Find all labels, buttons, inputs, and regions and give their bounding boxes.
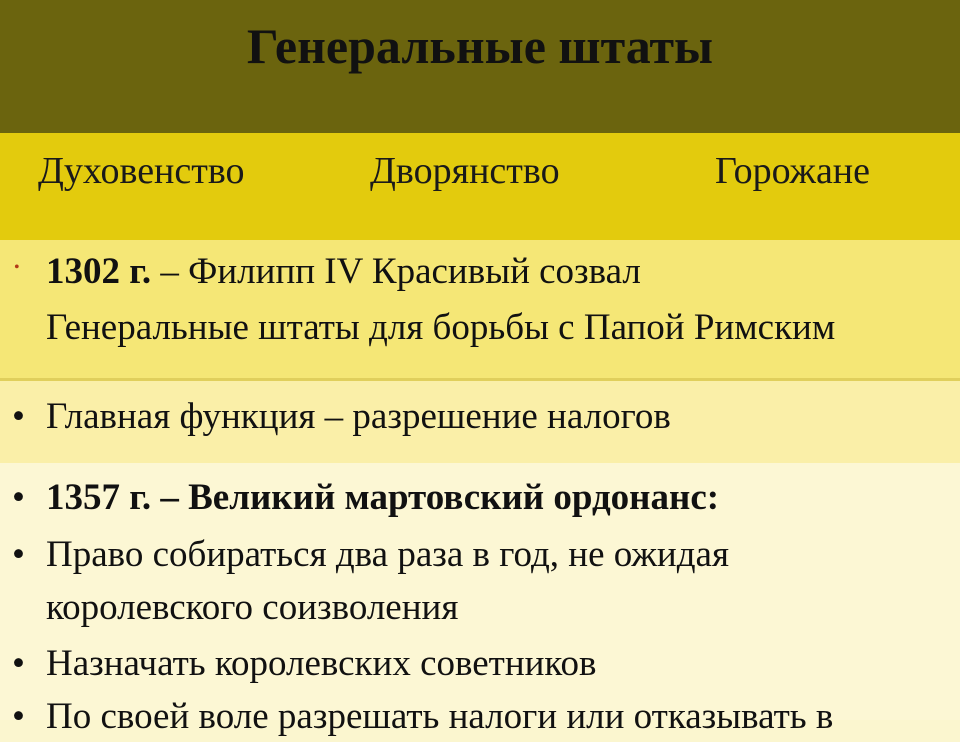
- list-item-4-line-2: королевского соизволения: [46, 587, 459, 628]
- estate-clergy: Духовенство: [38, 150, 245, 192]
- list-item-5: Назначать королевских советников: [46, 643, 597, 684]
- bullet-marker: •: [14, 259, 20, 276]
- list-item-1-line-1: [46, 247, 641, 297]
- list-item-4-line-1: Право собираться два раза в год, не ожидая: [46, 534, 729, 575]
- bullet-marker: •: [12, 696, 25, 737]
- list-item-1-text: – Филипп IV Красивый созвал: [151, 251, 641, 292]
- list-item-3-heading: 1357 г. – Великий мартовский ордонанс:: [46, 477, 720, 518]
- list-item-3: [46, 473, 719, 523]
- bullet-marker: •: [12, 396, 25, 437]
- estate-townspeople: Горожане: [715, 150, 871, 192]
- list-item-1-date: 1302 г.: [46, 251, 152, 292]
- bullet-marker: •: [12, 477, 25, 518]
- list-item-1-line-2: Генеральные штаты для борьбы с Папой Римским: [46, 307, 836, 348]
- bullet-marker: •: [12, 534, 25, 575]
- estate-nobility: Дворянство: [370, 150, 560, 192]
- bullet-marker: •: [12, 643, 25, 684]
- slide-title: Генеральные штаты: [246, 18, 714, 74]
- list-item-6: По своей воле разрешать налоги или отказывать в: [46, 696, 834, 737]
- list-item-2: Главная функция – разрешение налогов: [46, 396, 671, 437]
